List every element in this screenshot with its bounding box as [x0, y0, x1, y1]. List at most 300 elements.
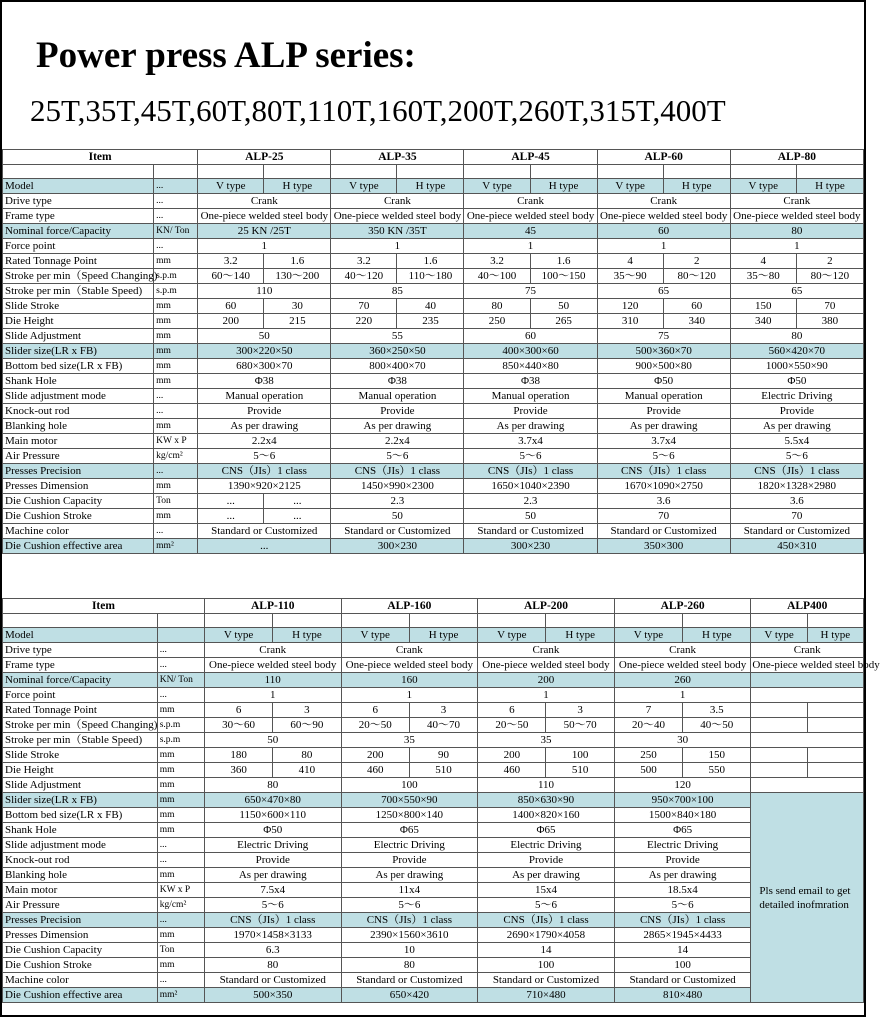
value-cell: 18.5x4	[614, 883, 751, 898]
table-row	[3, 913, 864, 928]
row-label: Stroke per min（Speed Changing)	[3, 269, 154, 284]
table-row	[3, 973, 864, 988]
model-header: ALP-25	[198, 150, 331, 165]
value-cell: 80	[341, 958, 478, 973]
value-cell: 110	[478, 778, 615, 793]
value-cell: 55	[331, 329, 464, 344]
row-label: Shank Hole	[3, 823, 158, 838]
value-cell: 110～180	[397, 269, 464, 284]
value-cell	[751, 673, 864, 688]
value-cell: 5～6	[597, 449, 730, 464]
value-cell: 50	[530, 299, 597, 314]
value-cell: 110	[204, 673, 341, 688]
row-unit: ...	[157, 838, 204, 853]
spacer-row	[3, 165, 864, 179]
item-header: Item	[3, 599, 205, 614]
table-row	[3, 344, 864, 359]
row-unit: mm	[154, 374, 198, 389]
value-cell: V type	[464, 179, 530, 194]
value-cell: 50	[464, 509, 597, 524]
row-unit: ...	[157, 913, 204, 928]
value-cell: 80	[273, 748, 341, 763]
table-row	[3, 883, 864, 898]
row-label: Rated Tonnage Point	[3, 703, 158, 718]
row-label: Slide Adjustment	[3, 329, 154, 344]
value-cell: 260	[614, 673, 751, 688]
value-cell: 510	[546, 763, 614, 778]
value-cell: 40～70	[409, 718, 477, 733]
row-unit: mm	[157, 823, 204, 838]
value-cell: 150	[730, 299, 796, 314]
value-cell: 1	[341, 688, 478, 703]
value-cell: 160	[341, 673, 478, 688]
row-unit: mm	[157, 958, 204, 973]
row-label: Frame type	[3, 209, 154, 224]
table-row	[3, 868, 864, 883]
row-label: Drive type	[3, 194, 154, 209]
table-row	[3, 643, 864, 658]
value-cell: 360	[204, 763, 272, 778]
value-cell: One-piece welded steel body	[752, 659, 880, 671]
value-cell: Crank	[478, 643, 615, 658]
row-label: Blanking hole	[3, 419, 154, 434]
value-cell: CNS（JIs）1 class	[464, 464, 597, 479]
value-cell: CNS（JIs）1 class	[478, 913, 615, 928]
value-cell: 900×500×80	[597, 359, 730, 374]
value-cell: 40～100	[464, 269, 530, 284]
value-cell: 650×420	[341, 988, 478, 1003]
value-cell: 265	[530, 314, 597, 329]
value-cell: As per drawing	[614, 868, 751, 883]
value-cell: 500	[614, 763, 682, 778]
value-cell: 250	[614, 748, 682, 763]
value-cell: 80	[204, 778, 341, 793]
value-cell: 80	[464, 299, 530, 314]
value-cell: 60	[198, 299, 264, 314]
value-cell: 3.2	[198, 254, 264, 269]
value-cell: Standard or Customized	[597, 524, 730, 539]
value-cell: 110	[198, 284, 331, 299]
row-unit: ...	[157, 643, 204, 658]
value-cell: 7.5x4	[204, 883, 341, 898]
value-cell: Crank	[331, 194, 464, 209]
row-label: Air Pressure	[3, 449, 154, 464]
value-cell: 60	[597, 224, 730, 239]
value-cell: As per drawing	[464, 419, 597, 434]
value-cell: 3.7x4	[597, 434, 730, 449]
value-cell: 850×630×90	[478, 793, 615, 808]
table-row	[3, 224, 864, 239]
value-cell: V type	[478, 628, 546, 643]
value-cell: 250	[464, 314, 530, 329]
value-cell: Φ38	[198, 374, 331, 389]
value-cell: 100	[614, 958, 751, 973]
value-cell: One-piece welded steel body	[331, 209, 464, 224]
value-cell: H type	[663, 179, 730, 194]
value-cell: Standard or Customized	[614, 973, 751, 988]
row-unit: mm	[154, 254, 198, 269]
value-cell: 400×300×60	[464, 344, 597, 359]
empty-cell	[204, 614, 272, 628]
value-cell: 80	[730, 329, 863, 344]
row-label: Slide adjustment mode	[3, 389, 154, 404]
row-label: Main motor	[3, 883, 158, 898]
value-cell: 6.3	[204, 943, 341, 958]
value-cell: 1	[597, 239, 730, 254]
row-unit: Ton	[157, 943, 204, 958]
value-cell: 1	[478, 688, 615, 703]
value-cell: One-piece welded steel body	[730, 209, 863, 224]
value-cell: 2	[796, 254, 863, 269]
table-row	[3, 269, 864, 284]
row-label: Machine color	[3, 524, 154, 539]
value-cell: CNS（JIs）1 class	[730, 464, 863, 479]
value-cell	[751, 733, 864, 748]
value-cell: V type	[751, 628, 807, 643]
value-cell: Provide	[341, 853, 478, 868]
table-row	[3, 718, 864, 733]
row-unit: mm	[154, 329, 198, 344]
table-row	[3, 928, 864, 943]
model-header: ALP-160	[341, 599, 478, 614]
value-cell: 30	[264, 299, 331, 314]
row-unit: s.p.m	[157, 718, 204, 733]
value-cell: 40～120	[331, 269, 397, 284]
value-cell: As per drawing	[730, 419, 863, 434]
row-unit: mm	[157, 808, 204, 823]
row-unit: mm²	[154, 539, 198, 554]
model-header: ALP-35	[331, 150, 464, 165]
value-cell	[751, 778, 864, 793]
empty-cell	[154, 165, 198, 179]
value-cell: 3.2	[464, 254, 530, 269]
row-unit: mm	[154, 314, 198, 329]
value-cell	[807, 748, 863, 763]
row-unit: mm	[154, 479, 198, 494]
value-cell: As per drawing	[597, 419, 730, 434]
value-cell: Standard or Customized	[204, 973, 341, 988]
value-cell: 3	[409, 703, 477, 718]
row-unit: ...	[154, 464, 198, 479]
empty-cell	[597, 165, 663, 179]
value-cell: 560×420×70	[730, 344, 863, 359]
value-cell: H type	[796, 179, 863, 194]
value-cell: As per drawing	[331, 419, 464, 434]
row-unit: ...	[157, 658, 204, 673]
table-row	[3, 539, 864, 554]
value-cell: 300×220×50	[198, 344, 331, 359]
value-cell: 85	[331, 284, 464, 299]
row-label: Model	[3, 628, 158, 643]
value-cell: 220	[331, 314, 397, 329]
value-cell: Standard or Customized	[341, 973, 478, 988]
value-cell: 130～200	[264, 269, 331, 284]
value-cell: 10	[341, 943, 478, 958]
value-cell: 1	[331, 239, 464, 254]
value-cell: 1000×550×90	[730, 359, 863, 374]
value-cell: 850×440×80	[464, 359, 597, 374]
row-label: Rated Tonnage Point	[3, 254, 154, 269]
contact-note: Pls send email to get detailed inofmration	[751, 793, 864, 1003]
value-cell: Crank	[198, 194, 331, 209]
value-cell: 3	[273, 703, 341, 718]
row-label: Nominal force/Capacity	[3, 673, 158, 688]
value-cell	[807, 763, 863, 778]
value-cell: 120	[597, 299, 663, 314]
value-cell: Crank	[614, 643, 751, 658]
row-label: Die Height	[3, 763, 158, 778]
value-cell: CNS（JIs）1 class	[597, 464, 730, 479]
empty-cell	[464, 165, 530, 179]
row-unit: mm	[157, 868, 204, 883]
row-unit: mm	[157, 793, 204, 808]
table-row	[3, 763, 864, 778]
value-cell: Φ38	[464, 374, 597, 389]
value-cell: 2390×1560×3610	[341, 928, 478, 943]
value-cell: CNS（JIs）1 class	[331, 464, 464, 479]
table-row	[3, 853, 864, 868]
value-cell: H type	[397, 179, 464, 194]
table-row	[3, 703, 864, 718]
value-cell: 20～40	[614, 718, 682, 733]
value-cell: 14	[614, 943, 751, 958]
value-cell: 50	[331, 509, 464, 524]
value-cell: 75	[597, 329, 730, 344]
table-row	[3, 299, 864, 314]
row-unit: mm	[157, 703, 204, 718]
value-cell: 1	[198, 239, 331, 254]
row-label: Die Height	[3, 314, 154, 329]
value-cell: 1450×990×2300	[331, 479, 464, 494]
model-header: ALP400	[751, 599, 864, 614]
value-cell: 50～70	[546, 718, 614, 733]
table-row	[3, 524, 864, 539]
value-cell: Crank	[751, 643, 864, 658]
row-unit: s.p.m	[157, 733, 204, 748]
table-row	[3, 898, 864, 913]
value-cell: 35	[478, 733, 615, 748]
table-row	[3, 509, 864, 524]
value-cell: 2.2x4	[331, 434, 464, 449]
value-cell: 410	[273, 763, 341, 778]
row-unit: ...	[154, 209, 198, 224]
table-row	[3, 314, 864, 329]
value-cell: 5～6	[341, 898, 478, 913]
table-row	[3, 494, 864, 509]
row-label: Die Cushion Stroke	[3, 509, 154, 524]
value-cell: Electric Driving	[204, 838, 341, 853]
value-cell: 1970×1458×3133	[204, 928, 341, 943]
value-cell: CNS（JIs）1 class	[204, 913, 341, 928]
empty-cell	[614, 614, 682, 628]
row-unit: mm	[157, 748, 204, 763]
row-label: Knock-out rod	[3, 853, 158, 868]
empty-cell	[663, 165, 730, 179]
value-cell: Standard or Customized	[198, 524, 331, 539]
value-cell: 3.5	[683, 703, 751, 718]
empty-cell	[478, 614, 546, 628]
empty-cell	[751, 614, 807, 628]
value-cell: 1	[464, 239, 597, 254]
value-cell: Crank	[464, 194, 597, 209]
value-cell: V type	[597, 179, 663, 194]
row-unit: ...	[154, 524, 198, 539]
row-label: Nominal force/Capacity	[3, 224, 154, 239]
value-cell: Φ50	[730, 374, 863, 389]
row-unit: KW x P	[157, 883, 204, 898]
value-cell: V type	[614, 628, 682, 643]
value-cell: H type	[409, 628, 477, 643]
table-row	[3, 449, 864, 464]
value-cell: 120	[614, 778, 751, 793]
value-cell: 80	[730, 224, 863, 239]
table-row	[3, 673, 864, 688]
value-cell: V type	[331, 179, 397, 194]
value-cell: 60	[663, 299, 730, 314]
value-cell: Crank	[204, 643, 341, 658]
value-cell: 20～50	[341, 718, 409, 733]
table-row	[3, 793, 864, 808]
value-cell: 14	[478, 943, 615, 958]
table-row	[3, 359, 864, 374]
row-unit: mm	[154, 299, 198, 314]
value-cell: H type	[546, 628, 614, 643]
value-cell: 1500×840×180	[614, 808, 751, 823]
row-label: Presses Precision	[3, 913, 158, 928]
table-row	[3, 988, 864, 1003]
value-cell: 200	[478, 748, 546, 763]
value-cell: 45	[464, 224, 597, 239]
value-cell: 80	[204, 958, 341, 973]
value-cell: Standard or Customized	[478, 973, 615, 988]
value-cell: 700×550×90	[341, 793, 478, 808]
spec-table-2	[2, 598, 880, 1003]
empty-cell	[198, 165, 264, 179]
value-cell: CNS（JIs）1 class	[341, 913, 478, 928]
row-unit: ...	[154, 404, 198, 419]
spacer-row	[3, 614, 864, 628]
value-cell: 680×300×70	[198, 359, 331, 374]
model-header: ALP-45	[464, 150, 597, 165]
value-cell: 60～140	[198, 269, 264, 284]
value-cell: 25 KN /25T	[198, 224, 331, 239]
value-cell: 3.6	[730, 494, 863, 509]
empty-cell	[3, 165, 154, 179]
value-cell: Φ50	[597, 374, 730, 389]
value-cell: 180	[204, 748, 272, 763]
value-cell: Standard or Customized	[464, 524, 597, 539]
row-unit: ...	[157, 973, 204, 988]
row-unit: KW x P	[154, 434, 198, 449]
row-label: Air Pressure	[3, 898, 158, 913]
value-cell: One-piece welded steel body	[204, 658, 341, 673]
table-row	[3, 419, 864, 434]
value-cell: 1390×920×2125	[198, 479, 331, 494]
row-unit: ...	[157, 688, 204, 703]
model-header: ALP-80	[730, 150, 863, 165]
value-cell: 460	[341, 763, 409, 778]
row-label: Slide adjustment mode	[3, 838, 158, 853]
value-cell: 550	[683, 763, 751, 778]
table-row	[3, 389, 864, 404]
value-cell: Electric Driving	[730, 389, 863, 404]
row-label: Frame type	[3, 658, 158, 673]
value-cell: One-piece welded steel body	[614, 658, 751, 673]
row-label: Drive type	[3, 643, 158, 658]
page-subtitle: 25T,35T,45T,60T,80T,110T,160T,200T,260T,315T,400T	[30, 93, 726, 128]
value-cell: 3.7x4	[464, 434, 597, 449]
empty-cell	[331, 165, 397, 179]
value-cell: As per drawing	[198, 419, 331, 434]
row-unit: mm	[154, 359, 198, 374]
row-unit	[157, 628, 204, 643]
value-cell: 810×480	[614, 988, 751, 1003]
row-label: Presses Precision	[3, 464, 154, 479]
value-cell: Manual operation	[464, 389, 597, 404]
value-cell: 200	[198, 314, 264, 329]
value-cell: 350×300	[597, 539, 730, 554]
row-label: Die Cushion effective area	[3, 988, 158, 1003]
value-cell: 65	[597, 284, 730, 299]
row-unit: ...	[154, 194, 198, 209]
value-cell: 90	[409, 748, 477, 763]
value-cell: 35～90	[597, 269, 663, 284]
value-cell: 80～120	[796, 269, 863, 284]
value-cell: 1	[614, 688, 751, 703]
value-cell: 50	[198, 329, 331, 344]
value-cell: 200	[341, 748, 409, 763]
table-row	[3, 209, 864, 224]
value-cell	[751, 763, 807, 778]
value-cell: Manual operation	[597, 389, 730, 404]
value-cell: Provide	[597, 404, 730, 419]
row-label: Machine color	[3, 973, 158, 988]
row-unit: s.p.m	[154, 284, 198, 299]
value-cell: 70	[730, 509, 863, 524]
table-row	[3, 958, 864, 973]
row-unit: mm	[154, 509, 198, 524]
value-cell: Φ65	[478, 823, 615, 838]
table-row	[3, 239, 864, 254]
empty-cell	[264, 165, 331, 179]
value-cell: 4	[730, 254, 796, 269]
value-cell: ...	[198, 509, 264, 524]
value-cell: 150	[683, 748, 751, 763]
value-cell: 2	[663, 254, 730, 269]
table-row	[3, 434, 864, 449]
value-cell: Standard or Customized	[331, 524, 464, 539]
value-cell: 60～90	[273, 718, 341, 733]
value-cell: 460	[478, 763, 546, 778]
value-cell: H type	[273, 628, 341, 643]
table-row	[3, 179, 864, 194]
row-unit: mm	[154, 419, 198, 434]
table-row	[3, 284, 864, 299]
value-cell: 40	[397, 299, 464, 314]
value-cell: 1.6	[397, 254, 464, 269]
value-cell: Provide	[331, 404, 464, 419]
value-cell: 1	[204, 688, 341, 703]
value-cell: 70	[331, 299, 397, 314]
table-row	[3, 374, 864, 389]
table-row	[3, 778, 864, 793]
row-label: Die Cushion Capacity	[3, 494, 154, 509]
value-cell: 75	[464, 284, 597, 299]
value-cell: 1	[730, 239, 863, 254]
value-cell: 35	[341, 733, 478, 748]
empty-cell	[397, 165, 464, 179]
value-cell: 340	[730, 314, 796, 329]
